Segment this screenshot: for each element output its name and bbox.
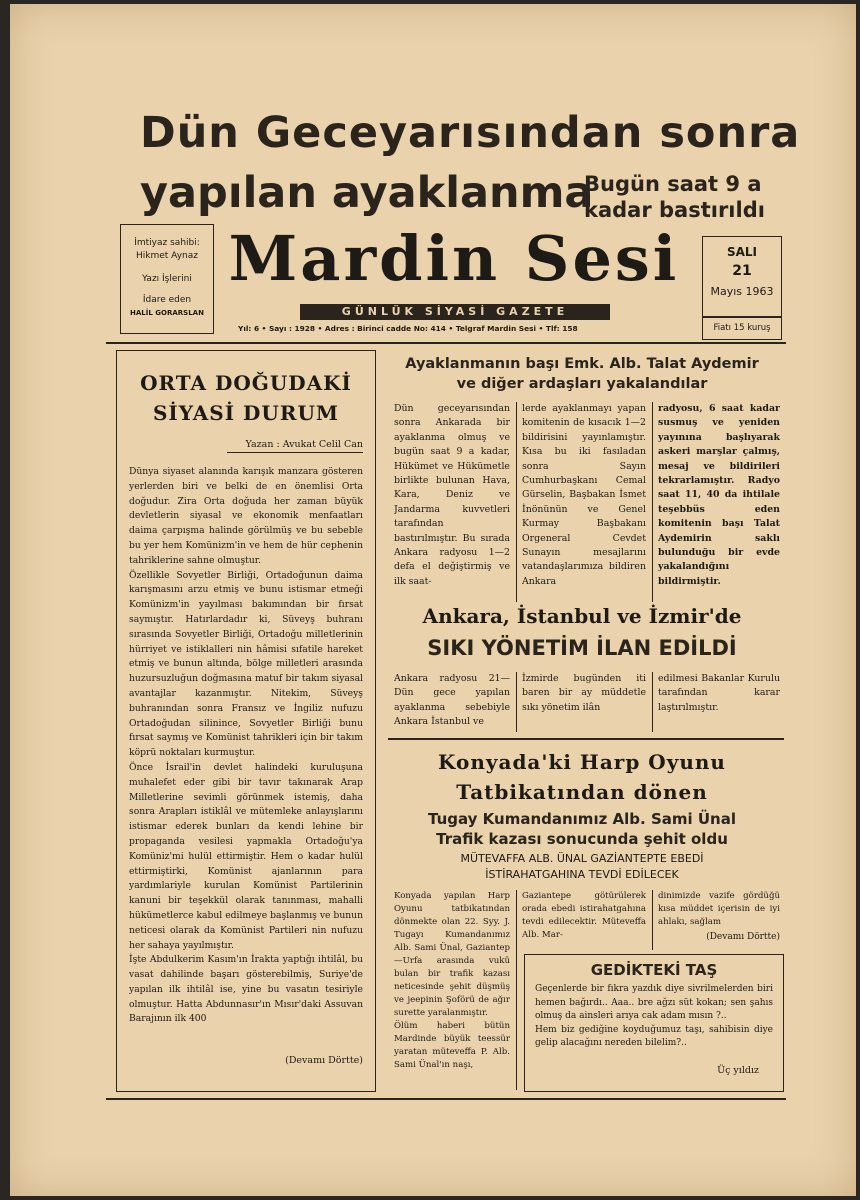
article2-col-divider-1: [516, 672, 517, 732]
article2-col-1: Ankara radyosu 21— Dün gece yapılan ayaklanma sebebiyle Ankara İstanbul ve: [394, 673, 510, 728]
left-article-byline: Yazan : Avukat Celil Can: [245, 439, 363, 450]
masthead-rule: [106, 342, 786, 344]
article2-col-divider-2: [652, 672, 653, 732]
gedik-body: Geçenlerde bir fıkra yazdık diye sivrilmelerden biri hemen bağırdı.. Aaa.. bre ağzı süt kokan; sen şahıs olmuş da ainsleri arıya cak adam mısın ?.. Hem biz gediğine koyduğumuz taşı, sahibisin diye gelip alacağını nereden bilelim?..: [535, 984, 773, 1048]
article2-rule: [388, 738, 784, 740]
masthead-owner-box: [120, 224, 214, 334]
article3-continued: (Devamı Dörtte): [706, 932, 780, 942]
article2-col-2: İzmirde bugünden iti baren bir ay müddetle sıkı yönetim ilân: [522, 673, 646, 713]
masthead-subtitle: GÜNLÜK SİYASİ GAZETE: [300, 304, 610, 320]
article1-col-1: Dün geceyarısından sonra Ankarada bir ayaklanma olmuş ve bugün saat 9 a kadar, Hükümet ve Hükümetle birlikte bulunan Hava, Kara, Deniz ve Jandarma kuvvetleri tarafından bastırılmıştır. Bu sırada Ankara radyosu 1—2 defa el değiştirmiş ve ilk saat-: [394, 403, 510, 587]
newspaper-page: [10, 4, 856, 1196]
article3-col-divider-1: [516, 890, 517, 1090]
article1-col-3: radyosu, 6 saat kadar susmuş ve yeniden yayınına başlıyarak askeri marşlar çalmış, mesaj ve bildirileri tekrarlamıştır. Radyo saat 11, 40 da ihtilale teşebbüs eden komitenin başı Talat Aydemirin saklı bulunduğu bir evde yakalandığını bildirmiştir.: [658, 403, 780, 587]
editor-label: Yazı İşlerini: [142, 274, 192, 284]
article1-title-2: ve diğer ardaşları yakalandılar: [456, 376, 708, 392]
editor-label-2: İdare eden: [142, 295, 192, 305]
left-article-continued: (Devamı Dörtte): [285, 1055, 363, 1066]
masthead-title: Mardin Sesi: [228, 222, 680, 295]
editor-name: HALİL GORARSLAN: [130, 309, 204, 317]
article3-col-divider-2: [652, 890, 653, 950]
masthead-info-line: Yıl: 6 • Sayı : 1928 • Adres : Birinci cadde No: 414 • Telgraf Mardin Sesi • Tlf: 158: [238, 324, 578, 333]
gedik-title: GEDİKTEKİ TAŞ: [590, 961, 718, 979]
article2-col-3: edilmesi Bakanlar Kurulu tarafından karar laştırılmıştır.: [658, 673, 780, 713]
article1-col-2: lerde ayaklanmayı yapan komitenin de kısacık 1—2 bildirisini yayınlamıştır. Kısa bu iki fasıladan sonra Sayın Cumhurbaşkanı Cemal Gürselin, Başbakan İsmet İnönünün ve Genel Kurmay Başbakanı Orgeneral Cevdet Sunayın mesajlarını vatandaşlarımıza bildiren Ankara: [522, 403, 646, 587]
price-box: Fiatı 15 kuruş: [702, 316, 782, 340]
article2-title-2: SIKI YÖNETİM İLAN EDİLDİ: [427, 636, 737, 660]
article3-title-1: Konyada'ki Harp Oyunu: [438, 750, 726, 774]
left-article-body: Dünya siyaset alanında karışık manzara gösteren yerlerden biri ve belki de en önemlisi Orta doğudur. Zira Orta doğuda her zaman büyük devletlerin siyasal ve ekonomik menfaatları daima çarpışma halinde görülmüş ve bu sebeble bu yer hem Komünizm'in ve hem de hür cephenin tahriklerine sahne olmuştur. Özellikle Sovyetler Birliği, Ortadoğunun daima karışmasını arzu etmiş ve bunu istismar etmeği Komünizm'in yayılması bakımından bir fırsat saymıştır. Hatırlardadır ki, Süveyş buhranı sırasında Sovyetler Birliği, Ortadoğu milletlerinin hürriyet ve istiklalleri nin hâmisi sıfatile hareket etmiş ve bunun altında, bölge milletleri arasında huzursuzluğun doğmasına matuf bir takım siyasal avantajlar kazanmıştır. Nitekim, Süveyş buhranından sonra Fransız ve İngiliz nufuzu Ortadoğudan silinince, Sovyetler Birliği bunu fırsat saymış ve Komünist tahrikleri için bir takım köprü noktaları kurmuştur. Önce İsrail'in devlet halindeki kuruluşuna muhalefet eder gibi bir tavır takınarak Arap Milletlerine sevimli görünmek istemiş, daha sonra Arapları istiklâl ve mütemleke anlayışlarını istismar ederek bunları da kendi lehine bir propaganda vesilesi yapmakla Ortadoğu'ya Komüniz'mi hulül ettirmiştir. Hem o kadar hulül ettirmiştirki, Komünist ajanlarının para yardımlariyle kurulan Komünist Partilerinin kanuni bir teşekkül olarak tanınması, mahalli hükümetlerce kabul edilmeye başlanmış ve bunun neticesi olarak da Komünist Partileri nin nufuzu her sahaya yayılmıştır. İşte Abdulkerim Kasım'ın İrakta yaptığı ihtilâl, bu vasat dahilinde başarı gösterebilmiş, Suriye'de yapılan ilk ihtilâl ise, yine bu vasatın tesiriyle olmuştur. Hatta Abdunnasır'ın Mısır'daki Assuvan Barajının ilk 400: [129, 466, 363, 1025]
side-headline-line2: kadar bastırıldı: [584, 198, 765, 222]
date-number: 21: [732, 263, 752, 279]
article3-col-1: Konyada yapılan Harp Oyunu tatbikatından dönmekte olan 22. Syy. J. Tugayı Kumandanımız Alb. Sami Ünal, Gaziantep—Urfa arasında vukû bulan bir trafik kazası neticesinde şehit düşmüş ve jeepinin Şoförü de ağır surette yaralanmıştır. Ölüm haberi bütün Mardinde büyük teessür yaratan müteveffa P. Alb. Sami Ünal'ın naşı,: [394, 891, 510, 1070]
left-article-box: [116, 350, 376, 1092]
article3-title-3: Tugay Kumandanımız Alb. Sami Ünal: [428, 810, 736, 828]
article1-title-1: Ayaklanmanın başı Emk. Alb. Talat Aydemir: [405, 356, 759, 372]
article1-col-divider-1: [516, 402, 517, 602]
byline-underline: [227, 452, 363, 453]
article3-title-5: MÜTEVAFFA ALB. ÜNAL GAZİANTEPTE EBEDİ: [460, 852, 704, 865]
article1-col-divider-2: [652, 402, 653, 602]
bottom-rule: [106, 1098, 786, 1100]
left-article-title-2: SİYASİ DURUM: [152, 401, 340, 425]
left-article-title-1: ORTA DOĞUDAKİ: [140, 371, 352, 395]
date-month-year: Mayıs 1963: [710, 285, 774, 298]
date-day: SALI: [726, 245, 758, 259]
article3-title-4: Trafik kazası sonucunda şehit oldu: [436, 830, 728, 848]
article3-title-2: Tatbikatından dönen: [456, 780, 708, 804]
main-headline-line1: Dün Geceyarısından sonra: [140, 108, 801, 158]
gedik-signature: Üç yıldız: [717, 1065, 759, 1076]
article3-title-6: İSTİRAHATGAHINA TEVDİ EDİLECEK: [485, 868, 679, 881]
owner-name: Hikmet Aynaz: [136, 251, 198, 261]
article3-col-3: dinimizde vazife gördüğü kısa müddet içerisin de iyi ahlakı, sağlam: [658, 891, 780, 927]
article3-col-2: Gaziantepe götürülerek orada ebedi istirahatgahına tevdi edilecektir. Müteveffa Alb. Mar-: [522, 891, 646, 940]
owner-label: İmtiyaz sahibi:: [134, 238, 200, 248]
date-box: [702, 236, 782, 318]
article2-title-1: Ankara, İstanbul ve İzmir'de: [422, 604, 742, 628]
side-headline-line1: Bugün saat 9 a: [584, 172, 762, 196]
main-headline-line2: yapılan ayaklanma: [140, 168, 594, 218]
gedik-box: [524, 954, 784, 1092]
